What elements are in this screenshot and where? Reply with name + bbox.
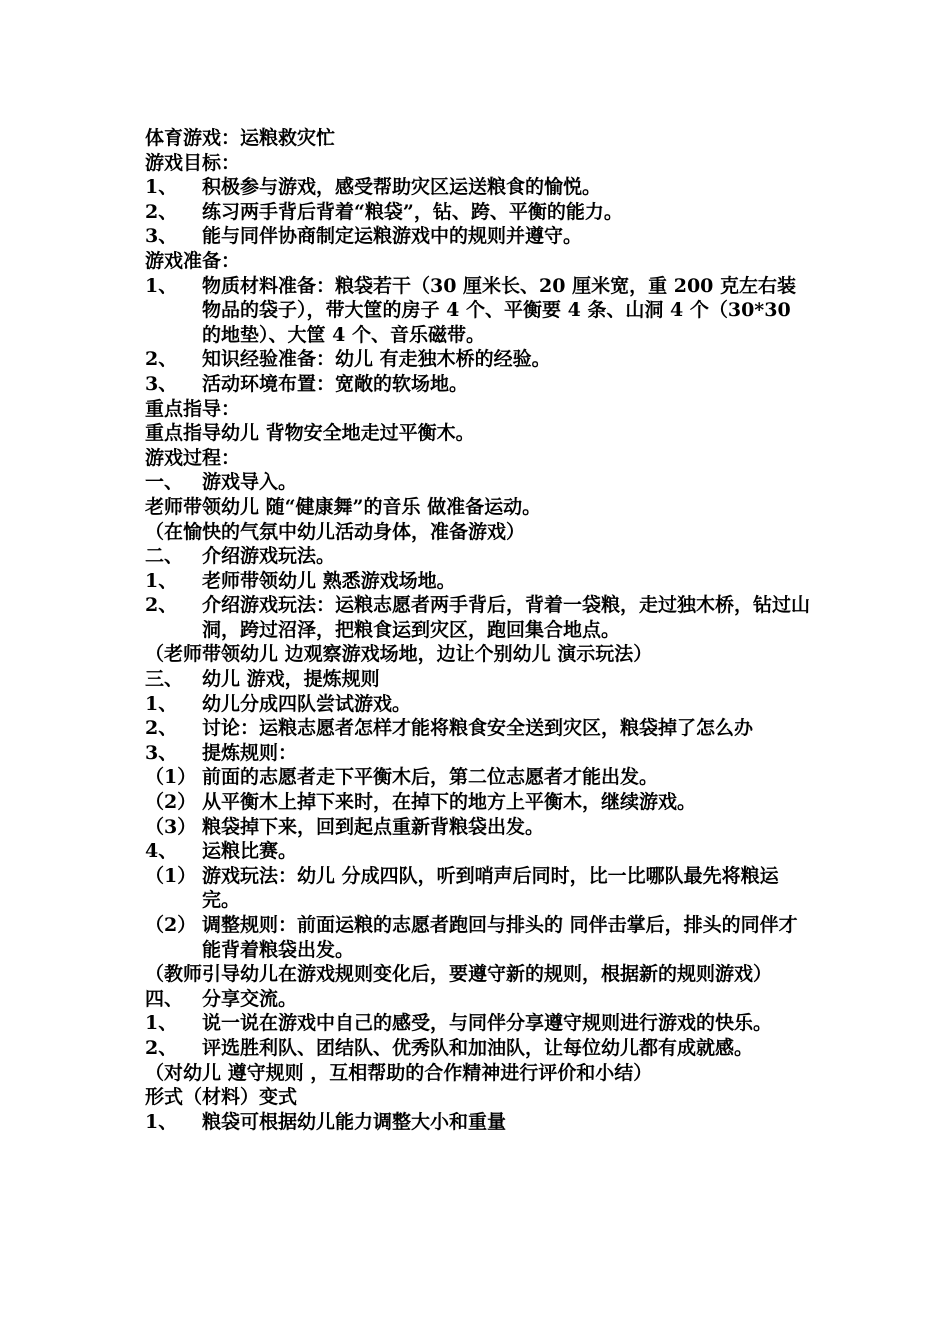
item-text: 粮袋掉下来，回到起点重新背粮袋出发。	[202, 815, 545, 838]
section-number: 二、	[145, 545, 184, 568]
item-number: 2、	[145, 594, 178, 617]
prep-item	[145, 372, 810, 397]
item-number: 3、	[145, 372, 178, 395]
section-title: 游戏导入。	[202, 471, 298, 494]
section-title: 分享交流。	[202, 987, 298, 1010]
item-text: 游戏玩法：幼儿 分成四队，听到哨声后同时，比一比哪队最先将粮运完。	[202, 864, 779, 912]
item-text: 能与同伴协商制定运粮游戏中的规则并遵守。	[202, 225, 583, 248]
item-number: 3、	[145, 225, 178, 248]
item-text: 练习两手背后背着“粮袋”，钻、跨、平衡的能力。	[202, 200, 623, 223]
list-item	[145, 741, 810, 766]
item-text: 前面的志愿者走下平衡木后，第二位志愿者才能出发。	[202, 766, 659, 789]
section-title: 介绍游戏玩法。	[202, 545, 336, 568]
goal-item	[145, 224, 810, 249]
section-heading	[145, 470, 810, 495]
goal-item	[145, 175, 810, 200]
item-number: （1）	[145, 864, 197, 887]
item-text: 运粮比赛。	[202, 840, 298, 863]
item-text: 积极参与游戏，感受帮助灾区运送粮食的愉悦。	[202, 176, 602, 199]
section-line: 老师带领幼儿 随“健康舞”的音乐 做准备运动。	[145, 495, 542, 518]
section-note: （在愉快的气氛中幼儿活动身体，准备游戏）	[145, 520, 526, 543]
item-number: 1、	[145, 569, 178, 592]
variation-heading: 形式（材料）变式	[145, 1086, 298, 1109]
process-heading: 游戏过程：	[145, 446, 241, 469]
rule-item	[145, 815, 810, 840]
prep-heading: 游戏准备：	[145, 249, 241, 272]
prep-item	[145, 274, 810, 348]
focus-text: 重点指导幼儿 背物安全地走过平衡木。	[145, 422, 475, 445]
item-text: 幼儿分成四队尝试游戏。	[202, 692, 412, 715]
item-text: 老师带领幼儿 熟悉游戏场地。	[202, 569, 456, 592]
item-number: 1、	[145, 274, 178, 297]
list-item	[145, 569, 810, 594]
section-number: 三、	[145, 668, 184, 691]
item-text: 从平衡木上掉下来时，在掉下的地方上平衡木，继续游戏。	[202, 791, 697, 814]
section-note: （教师引导幼儿在游戏规则变化后，要遵守新的规则，根据新的规则游戏）	[145, 963, 773, 986]
item-number: 2、	[145, 1036, 178, 1059]
list-item	[145, 839, 810, 864]
prep-item	[145, 347, 810, 372]
item-text: 讨论：运粮志愿者怎样才能将粮食安全送到灾区，粮袋掉了怎么办	[202, 717, 754, 740]
item-number: （3）	[145, 815, 197, 838]
rule-item	[145, 765, 810, 790]
list-item	[145, 593, 810, 642]
item-number: 2、	[145, 200, 178, 223]
section-note: （对幼儿 遵守规则 ，互相帮助的合作精神进行评价和小结）	[145, 1061, 653, 1084]
item-text: 提炼规则：	[202, 741, 298, 764]
list-item	[145, 1036, 810, 1061]
item-text: 评选胜利队、团结队、优秀队和加油队，让每位幼儿都有成就感。	[202, 1036, 754, 1059]
item-text: 说一说在游戏中自己的感受，与同伴分享遵守规则进行游戏的快乐。	[202, 1012, 773, 1035]
item-number: 3、	[145, 741, 178, 764]
item-text: 调整规则：前面运粮的志愿者跑回与排头的 同伴击掌后，排头的同伴才能背着粮袋出发。	[202, 914, 798, 961]
list-item	[145, 716, 810, 741]
race-item	[145, 913, 810, 962]
race-item	[145, 864, 810, 913]
section-number: 四、	[145, 987, 184, 1010]
section-number: 一、	[145, 471, 184, 494]
document-body	[145, 126, 810, 1134]
item-number: 1、	[145, 1110, 178, 1133]
item-number: 2、	[145, 348, 178, 371]
section-heading	[145, 987, 810, 1012]
item-number: （1）	[145, 766, 197, 789]
item-text: 物质材料准备：粮袋若干（30 厘米长、20 厘米宽，重 200 克左右装物品的袋子），带大筐的房子 4 个、平衡要 4 条、山洞 4 个（30*30 的地垫）、大筐 4 个、音乐磁带。	[202, 274, 797, 346]
item-text: 粮袋可根据幼儿能力调整大小和重量	[202, 1110, 507, 1133]
item-text: 介绍游戏玩法：运粮志愿者两手背后，背着一袋粮，走过独木桥，钻过山洞，跨过沼泽，把粮食运到灾区，跑回集合地点。	[202, 594, 811, 641]
item-number: 2、	[145, 717, 178, 740]
item-text: 活动环境布置：宽敞的软场地。	[202, 372, 469, 395]
section-heading	[145, 544, 810, 569]
goal-item	[145, 200, 810, 225]
variation-item	[145, 1110, 810, 1135]
item-number: 1、	[145, 692, 178, 715]
item-number: （2）	[145, 914, 197, 936]
section-heading	[145, 667, 810, 692]
list-item	[145, 692, 810, 717]
item-text: 知识经验准备：幼儿 有走独木桥的经验。	[202, 348, 551, 371]
goals-heading: 游戏目标：	[145, 151, 241, 174]
item-number: 1、	[145, 176, 178, 199]
item-number: 4、	[145, 840, 178, 863]
list-item	[145, 1011, 810, 1036]
rule-item	[145, 790, 810, 815]
section-title: 幼儿 游戏，提炼规则	[202, 668, 380, 691]
focus-heading: 重点指导：	[145, 397, 241, 420]
section-note: （老师带领幼儿 边观察游戏场地，边让个别幼儿 演示玩法）	[145, 643, 653, 666]
document-title: 体育游戏：运粮救灾忙	[145, 127, 336, 149]
item-number: 1、	[145, 1012, 178, 1035]
item-number: （2）	[145, 791, 197, 814]
